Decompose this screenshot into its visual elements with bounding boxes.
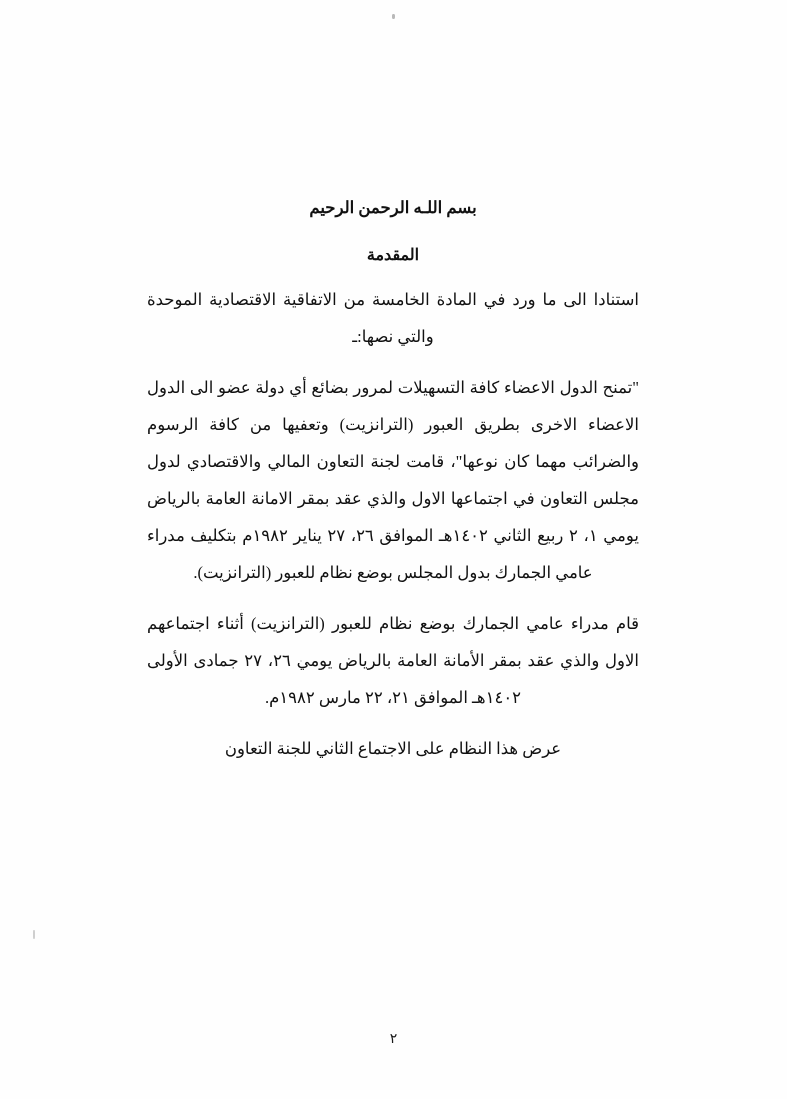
paragraph-1: استنادا الى ما ورد في المادة الخامسة من الاتفاقية الاقتصادية الموحدة والتي نصها:ـ (147, 290, 639, 347)
basmala-line: بسم اللـه الرحمن الرحيم (309, 198, 477, 217)
page-number: ٢ (389, 1032, 398, 1047)
paragraph-3: قام مدراء عامي الجمارك بوضع نظام للعبور (الترانزيت) أثناء اجتماعهم الاول والذي عقد بمقر الأمانة العامة بالرياض يومي ٢٦، ٢٧ جمادى الأولى ١٤٠٢هـ الموافق ٢١، ٢٢ مارس ١٩٨٢م. (147, 614, 639, 708)
paragraph-2-quoted-article: "تمنح الدول الاعضاء كافة التسهيلات لمرور بضائع أي دولة عضو الى الدول الاعضاء الاخرى بطريق العبور (الترانزيت) وتعفيها من كافة الرسوم والضرائب مهما كان نوعها"، قامت لجنة التعاون المالي والاقتصادي لدول مجلس التعاون في اجتماعها الاول والذي عقد بمقر الامانة العامة بالرياض يومي ١، ٢ ربيع الثاني ١٤٠٢هـ الموافق ٢٦، ٢٧ يناير ١٩٨٢م بتكليف مدراء عامي الجمارك بدول المجلس بوضع نظام للعبور (الترانزيت). (147, 378, 639, 583)
scan-speck (392, 14, 395, 19)
page-body (147, 196, 639, 771)
scan-speck (33, 930, 35, 939)
paragraph-4: عرض هذا النظام على الاجتماع الثاني للجنة التعاون (224, 739, 562, 759)
section-heading-introduction: المقدمة (366, 247, 420, 265)
